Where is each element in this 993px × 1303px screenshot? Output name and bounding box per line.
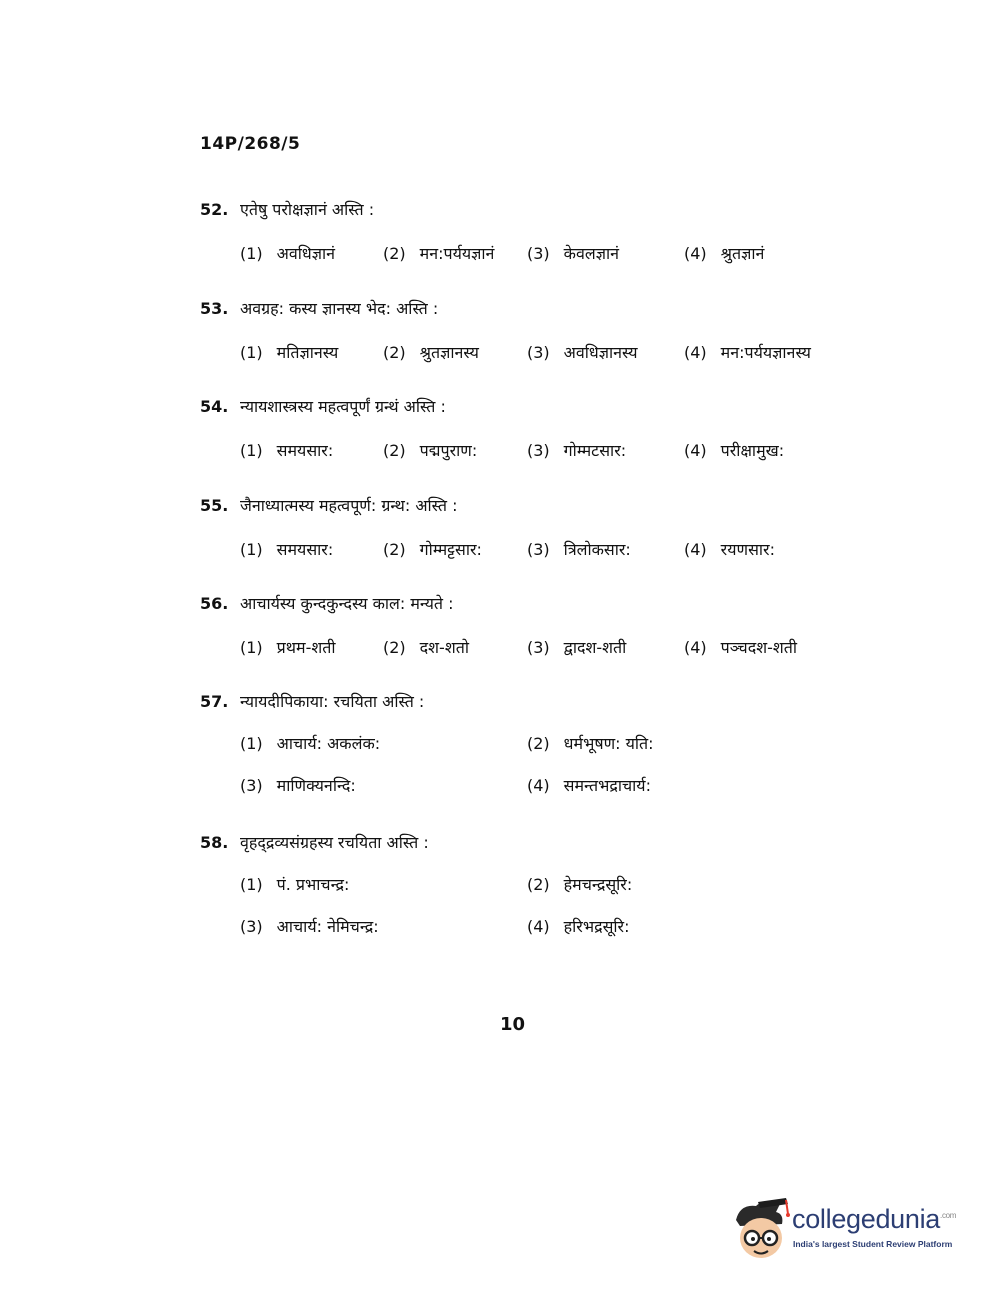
question-56	[200, 592, 880, 658]
option-4: (4) श्रुतज्ञानं	[684, 244, 765, 263]
option-2: (2) मन:पर्ययज्ञानं	[383, 244, 495, 263]
option-1: (1) मतिज्ञानस्य	[240, 343, 339, 362]
question-54	[200, 395, 880, 461]
option-3: (3) द्वादश-शती	[527, 638, 627, 657]
question-text: आचार्यस्य कुन्दकुन्दस्य काल: मन्यते :	[240, 594, 454, 613]
option-4: (4) परीक्षामुख:	[684, 441, 785, 460]
option-4: (4) मन:पर्ययज्ञानस्य	[684, 343, 811, 362]
question-text: न्यायशास्त्रस्य महत्वपूर्णं ग्रन्थं अस्ति :	[240, 397, 446, 416]
option-2: (2) श्रुतज्ञानस्य	[383, 343, 479, 362]
option-2: (2) गोम्मट्टसार:	[383, 540, 482, 559]
paper-code: 14P/268/5	[200, 134, 301, 154]
option-1: (1) आचार्य: अकलंक:	[240, 734, 381, 753]
question-53	[200, 297, 880, 363]
option-2: (2) हेमचन्द्रसूरि:	[527, 875, 633, 894]
question-text: एतेषु परोक्षज्ञानं अस्ति :	[240, 200, 375, 219]
option-4: (4) रयणसार:	[684, 540, 775, 559]
question-number: 53.	[200, 299, 229, 318]
question-55	[200, 494, 880, 560]
question-text: वृहद्द्रव्यसंग्रहस्य रचयिता अस्ति :	[240, 833, 429, 852]
option-3: (3) माणिक्यनन्दि:	[240, 776, 356, 795]
question-text: न्यायदीपिकाया: रचयिता अस्ति :	[240, 692, 425, 711]
logo-wordmark: collegedunia$^{.com}$	[792, 1204, 957, 1234]
page-number: 10	[499, 1014, 526, 1035]
option-2: (2) दश-शतो	[383, 638, 469, 657]
question-text: जैनाध्यात्मस्य महत्वपूर्ण: ग्रन्थ: अस्ति :	[240, 496, 458, 515]
question-58	[200, 831, 880, 937]
option-4: (4) समन्तभद्राचार्य:	[527, 776, 651, 795]
logo-tagline: India's largest Student Review Platform	[793, 1239, 953, 1249]
question-number: 57.	[200, 692, 229, 711]
question-57	[200, 690, 880, 796]
option-2: (2) पद्मपुराण:	[383, 441, 478, 460]
option-1: (1) समयसार:	[240, 540, 334, 559]
option-1: (1) पं. प्रभाचन्द्र:	[240, 875, 350, 894]
option-4: (4) पञ्चदश-शती	[684, 638, 798, 657]
option-3: (3) त्रिलोकसार:	[527, 540, 631, 559]
option-1: (1) अवधिज्ञानं	[240, 244, 336, 263]
question-number: 52.	[200, 200, 229, 219]
collegedunia-logo[interactable]	[730, 1196, 962, 1268]
question-number: 54.	[200, 397, 229, 416]
question-text: अवग्रह: कस्य ज्ञानस्य भेद: अस्ति :	[240, 299, 439, 318]
option-4: (4) हरिभद्रसूरि:	[527, 917, 630, 936]
option-1: (1) प्रथम-शती	[240, 638, 336, 657]
option-3: (3) अवधिज्ञानस्य	[527, 343, 638, 362]
option-1: (1) समयसार:	[240, 441, 334, 460]
option-3: (3) आचार्य: नेमिचन्द्र:	[240, 917, 379, 936]
option-3: (3) गोम्मटसार:	[527, 441, 627, 460]
option-2: (2) धर्मभूषण: यति:	[527, 734, 654, 753]
question-number: 58.	[200, 833, 229, 852]
question-52	[200, 198, 880, 264]
question-number: 55.	[200, 496, 229, 515]
option-3: (3) केवलज्ञानं	[527, 244, 619, 263]
mascot-icon	[730, 1196, 794, 1268]
question-number: 56.	[200, 594, 229, 613]
